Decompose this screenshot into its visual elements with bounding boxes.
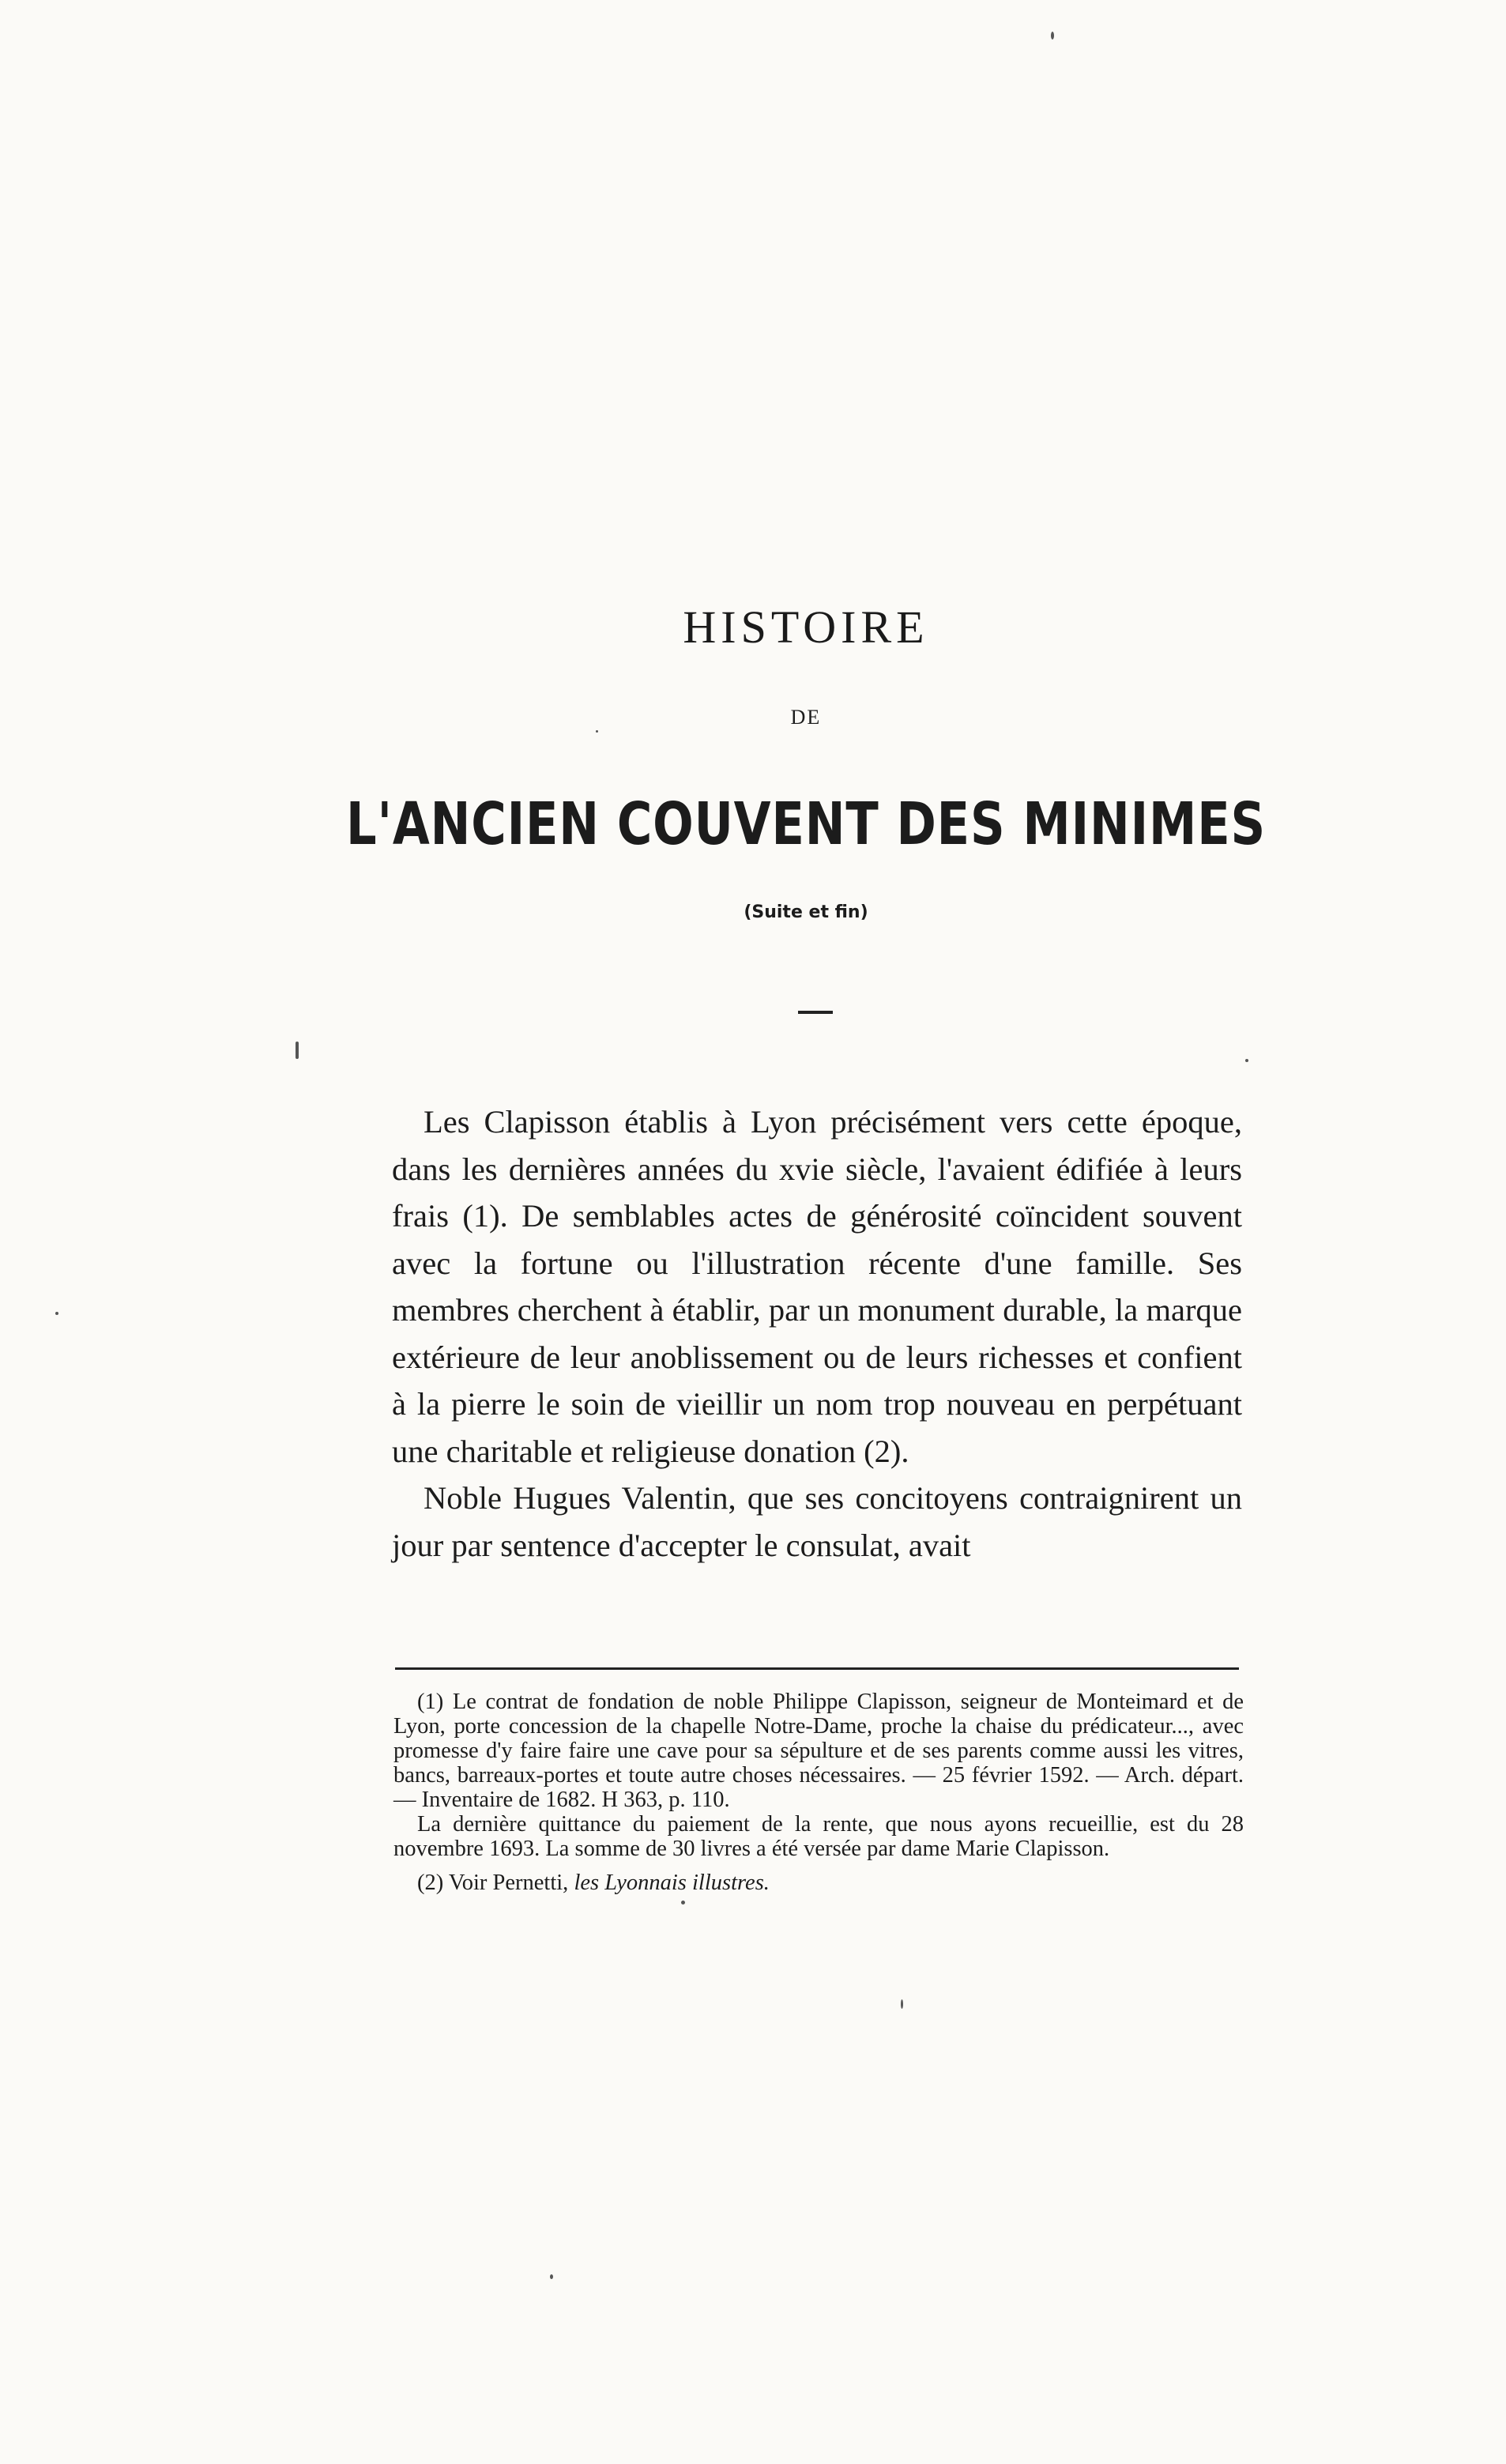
paper-speck (1245, 1059, 1248, 1062)
footnote-2 (393, 1871, 1244, 1895)
paper-speck (1051, 32, 1054, 40)
footnote-2-prefix: (2) Voir Pernetti, (417, 1871, 574, 1895)
paper-speck (296, 1042, 299, 1059)
paper-speck (901, 1999, 903, 2009)
page-title: HISTOIRE (683, 601, 929, 653)
footnote-divider (395, 1667, 1239, 1670)
main-text (392, 1098, 1242, 1569)
page-subtitle: L'ANCIEN COUVENT DES MINIMES (345, 790, 1267, 858)
continuation-note: (Suite et fin) (744, 902, 868, 922)
paper-speck (55, 1312, 58, 1315)
paragraph: Les Clapisson établis à Lyon précisément vers cette époque, dans les dernières années du xvie siècle, l'avaient édifiée à leurs frais (1). De semblables actes de générosité coïncident souvent avec la fortune ou l'illustration récente d'une famille. Ses membres cherchent à établir, par un monument durable, la marque extérieure de leur anoblissement ou de leurs richesses et confient à la pierre le soin de vieillir un nom trop nouveau en perpétuant une charitable et religieuse donation (2). (392, 1104, 1242, 1469)
paper-speck (681, 1901, 685, 1905)
footnote-1-continuation: La dernière quittance du paiement de la rente, que nous ayons recueillie, est du 28 novembre 1693. La somme de 30 livres a été versée par dame Marie Clapisson. (393, 1812, 1244, 1861)
paragraph: Noble Hugues Valentin, que ses concitoyens contraignirent un jour par sentence d'accepter le consulat, avait (392, 1480, 1242, 1563)
footnote-2-title: les Lyonnais illustres. (574, 1871, 770, 1895)
paper-speck (596, 730, 598, 733)
footnote-1: (1) Le contrat de fondation de noble Philippe Clapisson, seigneur de Monteimard et de Lyon, porte concession de la chapelle Notre-Dame, proche la chaise du prédicateur..., avec promesse d'y faire faire une cave pour sa sépulture et de ses parents comme aussi les vitres, bancs, barreaux-portes et toute autre choses nécessaires. — 25 février 1592. — Arch. départ. — Inventaire de 1682. H 363, p. 110. (393, 1690, 1244, 1812)
title-preposition: DE (790, 706, 822, 729)
title-divider (798, 1011, 833, 1014)
footnotes (393, 1690, 1244, 1895)
paper-speck (550, 2274, 553, 2279)
